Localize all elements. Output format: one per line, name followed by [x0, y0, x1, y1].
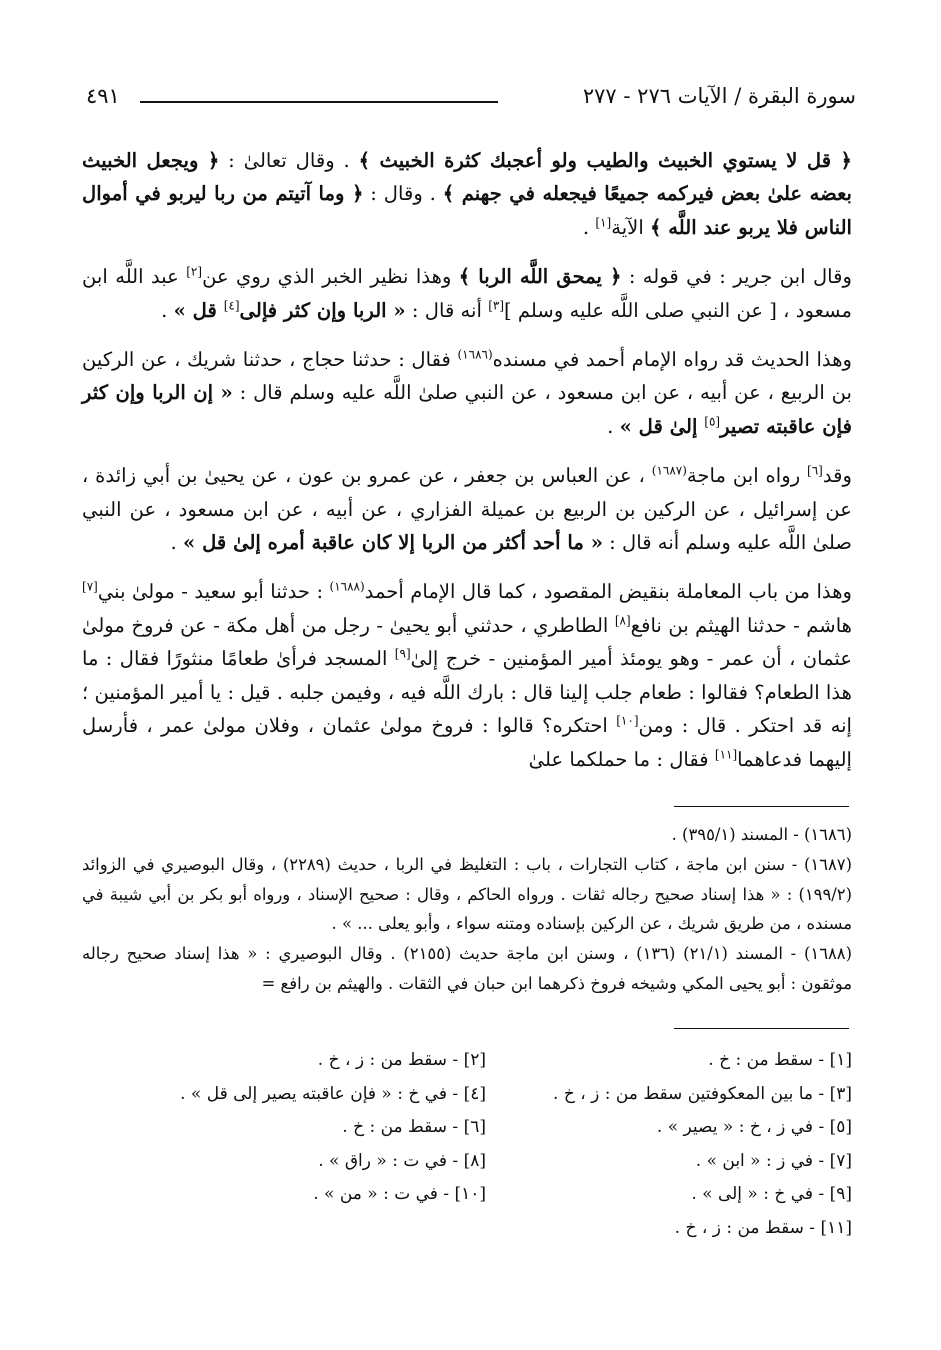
- text-span: عبد اللَّه ابن مسعود ، [ عن النبي صلى اللَّه عليه وسلم ]: [82, 265, 852, 322]
- variant-note: [٨] - في ت : « راق » .: [318, 1150, 486, 1171]
- footnote-marker: (١٦٨٨): [329, 579, 365, 594]
- paragraph: [82, 459, 852, 559]
- hadith-note: (١٦٨٦) - المسند (٣٩٥/١) .: [671, 825, 852, 844]
- hadith-note: (١٦٨٨) - المسند (٢١/١) (١٣٦) ، وسنن ابن ماجة حديث (٢١٥٥) . وقال البوصيري : « هذا إسناد صحيح رجاله موثقون : أبو يحيى المكي وشيخه فروخ ذكرهما ابن حبان في الثقات . والهيثم بن رافع =: [82, 944, 853, 993]
- header-rule: [140, 101, 498, 103]
- quoted-text: ﴿ يمحق اللَّه الربا ﴾: [458, 265, 622, 289]
- text-span: وهذا من باب المعاملة بنقيض المقصود ، كما قال الإمام أحمد: [364, 580, 852, 604]
- text-span: : حدثنا أبو سعيد - مولىٰ بني: [97, 580, 330, 604]
- footnote-marker: [٨]: [614, 613, 631, 628]
- footnote-marker: [٢]: [186, 264, 203, 279]
- running-header-title: سورة البقرة / الآيات ٢٧٦ - ٢٧٧: [582, 84, 856, 108]
- text-span: .: [161, 298, 174, 322]
- footnote-marker: [٥]: [704, 414, 721, 429]
- quoted-text: « ما أحد أكثر من الربا إلا كان عاقبة أمره إلىٰ قل »: [183, 531, 603, 555]
- text-span: .: [607, 414, 620, 438]
- text-span: وهذا الحديث قد رواه الإمام أحمد في مسنده: [492, 348, 853, 372]
- variant-note: [٤] - في خ : « فإن عاقبته يصير إلى قل » .: [180, 1083, 486, 1104]
- footnote-marker: (١٦٨٦): [457, 347, 493, 362]
- variant-note: [٦] - سقط من : خ .: [342, 1117, 486, 1138]
- text-span: وقد: [822, 464, 852, 488]
- text-span: فقال : حدثنا حجاج ، حدثنا شريك ، عن الركين بن الربيع ، عن أبيه ، عن ابن مسعود ، عن النبي صلىٰ اللَّه عليه وسلم قال :: [82, 348, 852, 405]
- text-span: .: [170, 531, 184, 555]
- variant-note: [٧] - في ز : « ابن » .: [695, 1150, 852, 1171]
- variant-note: [٩] - في خ : « إلى » .: [691, 1184, 852, 1205]
- quoted-text: « الربا وإن كثر فإلى: [239, 298, 406, 322]
- hadith-notes: [82, 820, 852, 999]
- variant-note: [٢] - سقط من : ز ، خ .: [317, 1050, 486, 1070]
- footnote-marker: [٩]: [394, 646, 411, 661]
- text-span: وقال ابن جرير : في قوله :: [621, 265, 852, 289]
- text-span: ، عن العباس بن جعفر ، عن عمرو بن عون ، عن يحيىٰ بن أبي زائدة ، عن إسرائيل ، عن الركين بن الربيع بن عميلة الفزاري ، عن أبيه ، عن ابن مسعود ، عن النبي صلىٰ اللَّه عليه وسلم أنه قال :: [82, 464, 852, 555]
- quoted-text: ﴿ ويجعل الخبيث بعضه علىٰ بعض فيركمه جميعًا فيجعله في جهنم ﴾: [82, 149, 852, 206]
- text-span: .: [582, 215, 596, 239]
- variant-notes-separator: [674, 1028, 849, 1029]
- variant-notes-left-column: [120, 1044, 486, 1246]
- footnote-marker: [٦]: [807, 463, 823, 478]
- footnote-marker: (١٦٨٧): [651, 463, 687, 478]
- paragraph: [82, 260, 852, 327]
- text-span: . وقال تعالىٰ :: [219, 149, 359, 172]
- variant-note: [١٠] - في ت : « من » .: [313, 1184, 486, 1205]
- footnote-marker: [٤]: [223, 298, 240, 313]
- text-span: . وقال :: [363, 182, 443, 206]
- footnote-marker: [١]: [595, 215, 612, 230]
- text-span: أنه قال :: [405, 298, 489, 322]
- main-text: [82, 144, 852, 792]
- text-span: فقال : ما حملكما علىٰ: [528, 747, 715, 771]
- text-span: الآية: [611, 215, 650, 239]
- paragraph: [82, 343, 852, 443]
- variant-notes-right-column: [486, 1044, 852, 1246]
- text-span: رواه ابن ماجة: [686, 464, 808, 488]
- footnote-marker: [١١]: [714, 746, 738, 761]
- footnote-marker: [٧]: [82, 579, 98, 594]
- footnote-marker: [٣]: [488, 298, 505, 313]
- variant-note: [٥] - في ز ، خ : « يصير » .: [656, 1117, 852, 1138]
- quoted-text: إلىٰ قل »: [619, 414, 705, 438]
- variant-notes: [120, 1044, 852, 1246]
- quoted-text: قل »: [173, 298, 224, 322]
- paragraph: [82, 575, 852, 775]
- paragraph: [82, 144, 852, 244]
- variant-note: [١١] - سقط من : ز ، خ .: [674, 1217, 852, 1238]
- text-span: الطاطري ، حدثني أبو يحيىٰ - رجل من أهل مكة - عن فروخ مولىٰ عثمان ، أن عمر - وهو يومئذ أمير المؤمنين - خرج إلىٰ: [82, 613, 853, 671]
- quoted-text: ﴿ قل لا يستوي الخبيث والطيب ولو أعجبك كثرة الخبيث ﴾: [358, 149, 853, 172]
- text-span: المسجد فرأىٰ طعامًا منثورًا فقال : ما هذا الطعام؟ فقالوا : طعام جلب إلينا قال : بارك اللَّه فيه ، وفيمن جلبه . قيل : يا أمير المؤمنين ؛ إنه قد احتكر . قال : ومن: [82, 647, 852, 738]
- page-number: ٤٩١: [86, 84, 120, 108]
- text-span: احتكره؟ قالوا : فروخ مولىٰ عثمان ، وفلان مولىٰ عمر ، فأرسل إليهما فدعاهما: [82, 714, 852, 771]
- text-span: هاشم - حدثنا الهيثم بن نافع: [630, 613, 852, 637]
- quoted-text: ﴿ وما آتيتم من ربا ليربو في أموال الناس فلا يربو عند اللَّه ﴾: [82, 182, 852, 239]
- hadith-note: (١٦٨٧) - سنن ابن ماجة ، كتاب التجارات ، باب : التغليظ في الربا ، حديث (٢٢٨٩) ، وقال البوصيري في الزوائد (١٩٩/٢) : « هذا إسناد صحيح رجاله ثقات . ورواه الحاكم ، وقال : صحيح الإسناد ، ورواه أبو بكر بن أبي شيبة في مسنده ، من طريق شريك ، عن الركين بإسناده ومتنه سواء ، وأبو يعلى ... » .: [82, 854, 852, 934]
- hadith-notes-separator: [674, 806, 849, 807]
- variant-note: [١] - سقط من : خ .: [708, 1050, 852, 1070]
- footnote-marker: [١٠]: [616, 713, 639, 728]
- text-span: وهذا نظير الخبر الذي روي عن: [202, 265, 459, 289]
- variant-note: [٣] - ما بين المعكوفتين سقط من : ز ، خ .: [553, 1083, 852, 1104]
- quoted-text: « إن الربا وإن كثر فإن عاقبته تصير: [82, 381, 852, 438]
